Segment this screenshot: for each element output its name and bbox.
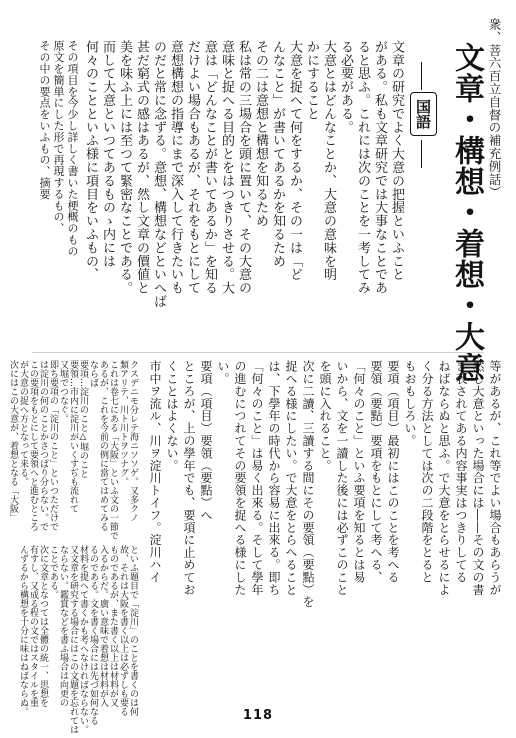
text-column: を頭に入れること。 <box>318 360 332 472</box>
text-column: 「何々のこと」といふ要項を知るとは易 <box>352 360 366 584</box>
text-column: 材料を提へて書くかも考へなければならない。 <box>78 545 88 734</box>
text-column: 又文章を研究する場合にはこの文題を忘れては <box>68 545 78 734</box>
text-column: この要項をもとにして要領へと進むところ <box>28 360 38 531</box>
text-column: いから、文を一讀した後には必ずこのこと <box>335 360 349 596</box>
text-column: 類アリテ、川ト川トヲツナグ。 <box>118 360 128 486</box>
text-column: 原文を簡単にした形で再現するもの、 <box>52 40 65 234</box>
text-column: 美を味ふ上には至つて緊密なことである。 <box>117 40 132 295</box>
text-column: 次に二讀、三讀する間にその要領（要點）を <box>301 360 315 608</box>
text-column: のだと常に念ずる。意想、構想などといへば <box>151 40 166 308</box>
text-column: 故、それは大阪を書く以上は必ずしも要る <box>118 545 128 716</box>
text-column: んなこと」が書いてあるかを知るため <box>270 40 285 268</box>
text-column: もおもしろい。 <box>403 360 417 447</box>
text-column: 要領…市内に淀川がいくすぢも流れて <box>68 360 78 513</box>
text-column: 文章の研究でよく大意の把握といふこと <box>389 40 404 282</box>
text-column: 甚だ窮式の感はあるが、然し文章の價値と <box>134 40 149 295</box>
text-column: 要項…淀川のこと△堀のこと <box>78 360 88 478</box>
text-column: これは卷七にある「大阪」といふ文の一節で <box>108 360 118 540</box>
text-column: クスデニモ分レテ海ニソソゲ。又多クノ <box>128 360 138 522</box>
text-column: ならば <box>88 360 98 387</box>
text-column: 何々のことといふ様に項目をいふもの、 <box>83 40 98 282</box>
text-column: は、下學年の時代から容易に出來る。即ち <box>267 360 281 596</box>
text-column: あるが、これを今前の例に當てはめてみる <box>98 360 108 531</box>
text-column: 私は常の三場合を頭に置いて、その大意の <box>236 40 251 295</box>
text-column: ねばならぬと思ふ。で大意をとらせるによ <box>437 360 451 596</box>
text-column: 次に文章となつては全體の統一、思想を <box>38 545 48 707</box>
text-column: ならない。鑑賞などを書ふ場合は向更の <box>58 545 68 707</box>
text-column: といふ題目で「淀川」のことを書くのは何 <box>128 545 138 716</box>
text-column: 意想構想の指導にまで深入して行きたいも <box>168 40 183 295</box>
text-column: 大意を捉へて何をするか、その一は「ど <box>287 40 302 282</box>
text-column: 要項（項目）要領（要點）へ <box>199 360 213 522</box>
text-column: 入るからだ。廣い意味で着想は材料が入 <box>98 545 108 707</box>
text-column: 市中ヲ流ル、川ヲ淀川トイフ。淀川ハイ <box>148 360 162 584</box>
text-column: 又堀でつなぐ。 <box>58 360 68 423</box>
text-column: その項目を今少し詳しく書いた梗概のもの <box>66 40 79 257</box>
text-column: かにすること <box>304 40 319 121</box>
text-column: その二は意想と構想を知るため <box>253 40 268 228</box>
text-column: るのである。文を書く場合には先づ如何なる <box>88 545 98 725</box>
text-column: 等があるが、これ等でよい場合もあらうが <box>488 360 502 596</box>
text-column: 「何々のこと」は易く出來る。そして學年 <box>250 360 264 596</box>
article-title: 文章・構想・着想・大意 <box>449 42 484 383</box>
text-column: く分る方法としては次の二段階をとると <box>420 360 434 584</box>
subtitle-rule-top <box>421 62 422 90</box>
text-column: だけよい場合もあるが、それをもとにして <box>185 40 200 295</box>
text-column: 次にはこの大意が、着想となる「大阪」 <box>8 360 18 522</box>
text-column: 大意とはどんなことか、大意の意味を明 <box>321 40 336 282</box>
text-column: い。 <box>216 360 230 385</box>
text-column: ると思ふ。これには次のことを一考してみ <box>355 40 370 295</box>
text-column: くことはよくない。 <box>165 360 179 472</box>
subtitle-rule-bottom <box>421 140 422 168</box>
text-column: 然し大意といった場合には――その文の書 <box>471 360 485 596</box>
text-column: る必要がある。 <box>338 40 353 134</box>
text-column: んずるから構想を十分に味はねばならぬ。 <box>18 545 28 716</box>
text-column: き表されてある内容事実はつきりしてる <box>454 360 468 584</box>
page-number: 118 <box>242 708 274 723</box>
text-column: 捉へる様にしたい。で大意をとらへること <box>284 360 298 596</box>
text-column: 要領（要點）要項をもとにして考へる、 <box>369 360 383 584</box>
text-column: 而して大意といつてあるものゝ内には <box>100 40 115 268</box>
text-column: 意は「どんなことが書いてあるか」を知る <box>202 40 217 295</box>
text-column: その中の要点をいふもの、摘要 <box>38 40 51 200</box>
text-column: 意味と捉へる目的とをはつきりさせる。大 <box>219 40 234 295</box>
text-column: ものであるが、また書く以上は材料が又 <box>108 545 118 707</box>
subtitle-label: 国語 <box>410 92 437 136</box>
text-column: 要項（項目）最初にはこのことを考へる <box>386 360 400 584</box>
text-column: が大意の捉へ方となって来る。 <box>18 360 28 486</box>
text-column: 有すし、又成る程の文ではスタイルを重 <box>28 545 38 707</box>
header-note: 衆、菩六百立自督の補充例話） <box>487 18 502 199</box>
text-column: の進むにつれてその要領を捉へる様にした <box>233 360 247 596</box>
text-column: は淀川の何のことかさつぱり分らない。で <box>38 360 48 531</box>
text-column: ところが、上の學年でも、要項に止めてお <box>182 360 196 596</box>
text-column: 即ち要項の「淀川のこと」といつただけで <box>48 360 58 531</box>
text-column: ことである。 <box>48 545 58 599</box>
half-divider <box>32 352 484 353</box>
text-column: がある。私も文章研究では大事なことであ <box>372 40 387 295</box>
